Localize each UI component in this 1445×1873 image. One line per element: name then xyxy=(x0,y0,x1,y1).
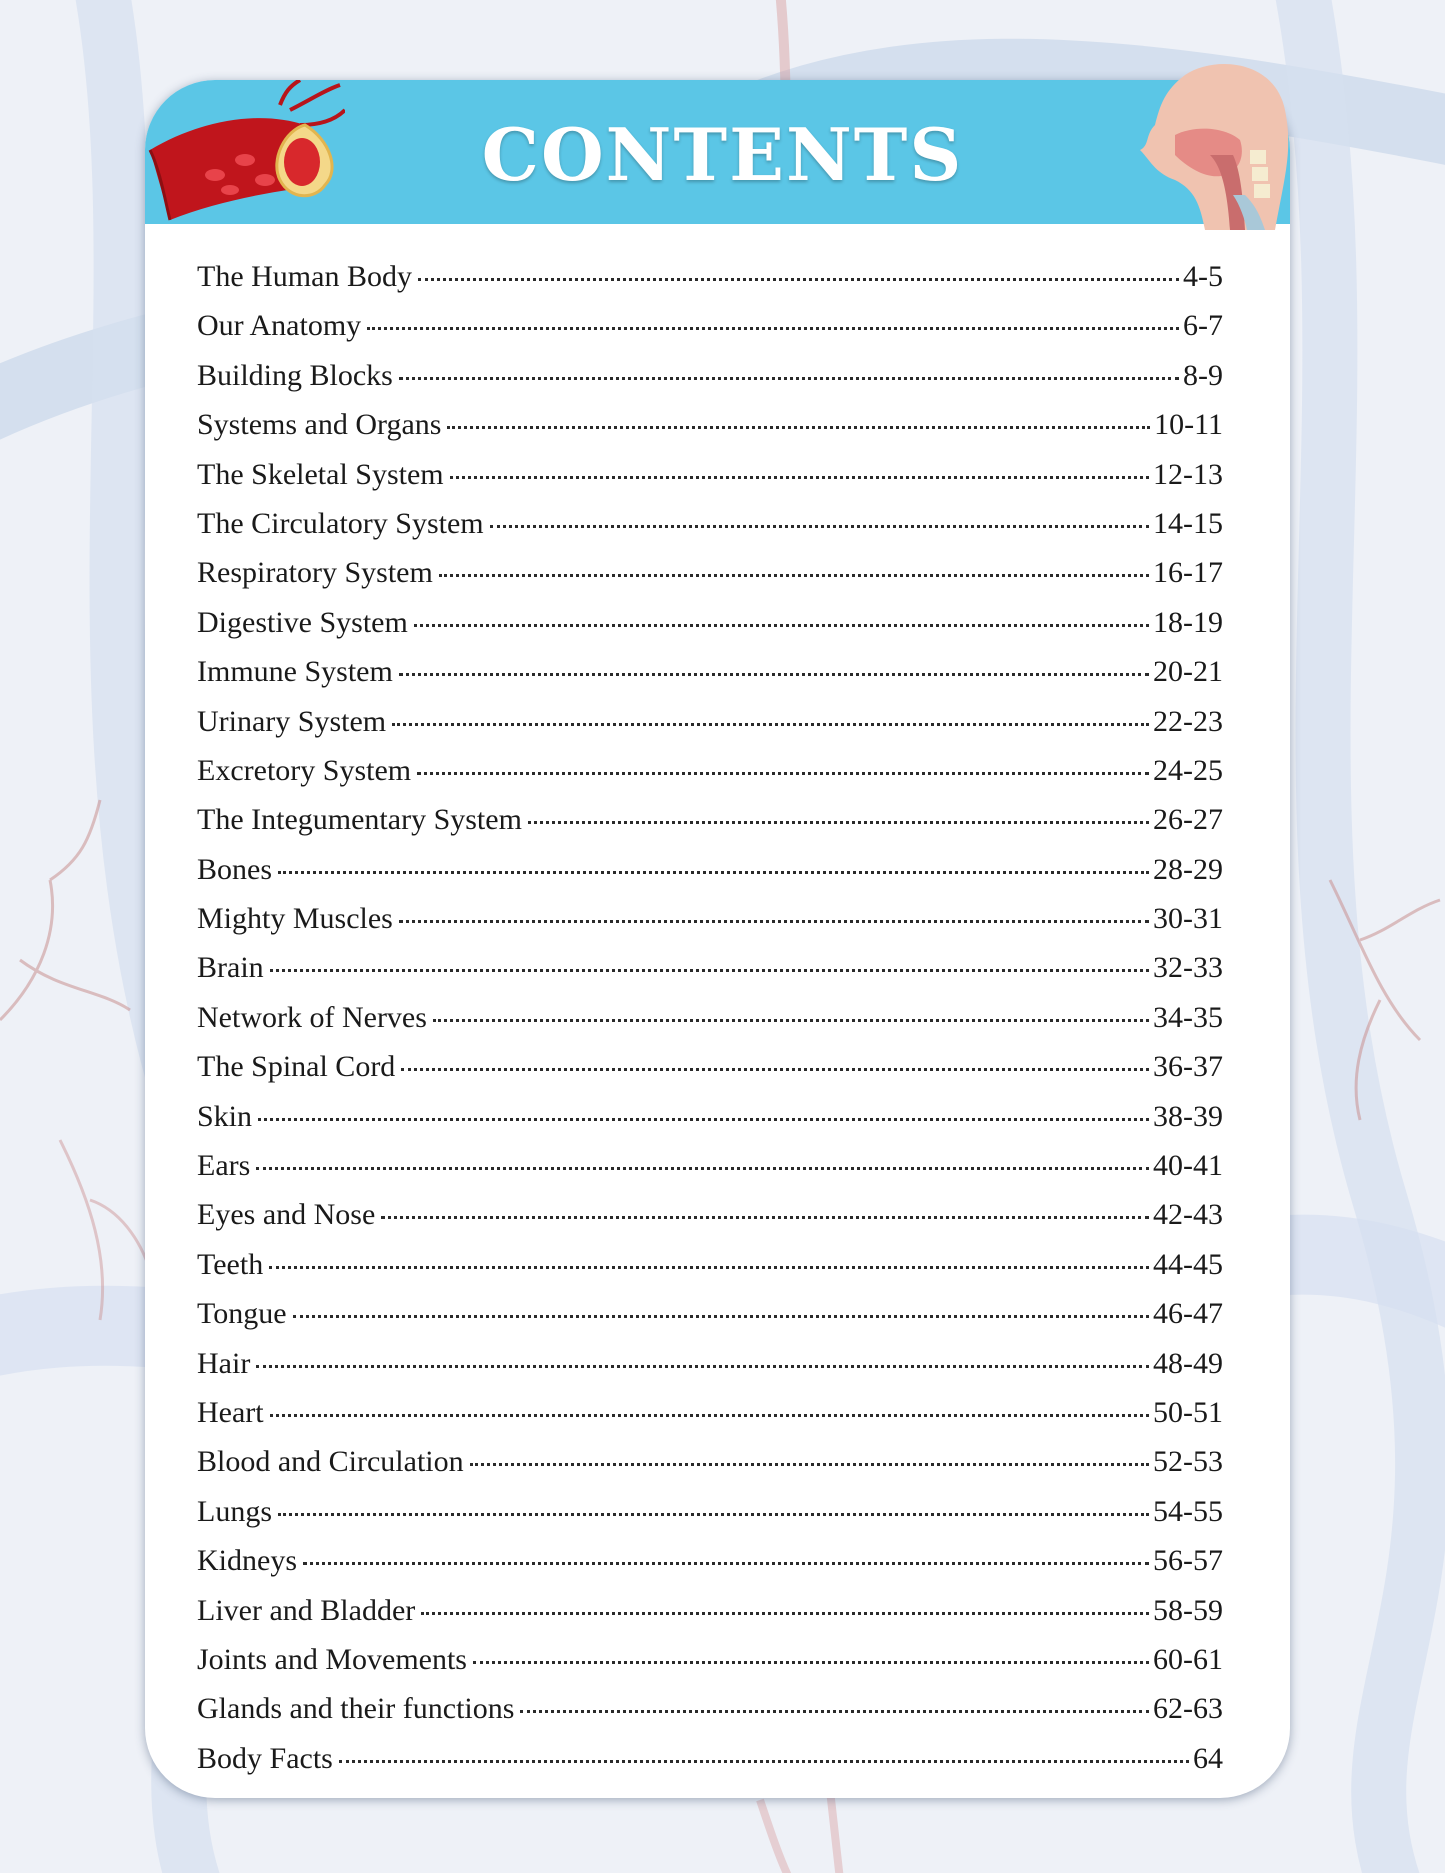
toc-entry-pages: 36-37 xyxy=(1153,1050,1223,1084)
toc-entry-title: Respiratory System xyxy=(197,556,433,590)
toc-entry-title: Hair xyxy=(197,1346,251,1380)
dot-leader xyxy=(381,1216,1149,1219)
dot-leader xyxy=(392,723,1149,726)
head-anatomy-illustration xyxy=(1115,55,1295,230)
dot-leader xyxy=(293,1315,1149,1318)
toc-entry-title: Blood and Circulation xyxy=(197,1445,464,1479)
toc-entry-title: Skin xyxy=(197,1099,253,1133)
toc-entry-title: Liver and Bladder xyxy=(197,1593,416,1627)
toc-entry-pages: 6-7 xyxy=(1183,309,1223,343)
dot-leader xyxy=(270,969,1149,972)
toc-entry-pages: 28-29 xyxy=(1153,852,1223,886)
toc-entry-title: Excretory System xyxy=(197,753,412,787)
contents-title: CONTENTS xyxy=(481,112,964,197)
toc-entry-title: The Circulatory System xyxy=(197,506,484,540)
dot-leader xyxy=(414,624,1149,627)
dot-leader xyxy=(303,1562,1149,1565)
dot-leader xyxy=(490,525,1149,528)
toc-entry[interactable] xyxy=(197,1388,1223,1437)
toc-entry-pages: 16-17 xyxy=(1153,556,1223,590)
toc-entry-title: Tongue xyxy=(197,1297,287,1331)
toc-entry-pages: 12-13 xyxy=(1153,457,1223,491)
dot-leader xyxy=(418,278,1179,281)
toc-entry-pages: 48-49 xyxy=(1153,1346,1223,1380)
toc-entry-pages: 38-39 xyxy=(1153,1099,1223,1133)
toc-entry[interactable] xyxy=(197,1339,1223,1388)
toc-entry-pages: 8-9 xyxy=(1183,358,1223,392)
toc-entry-title: Heart xyxy=(197,1395,264,1429)
toc-entry-pages: 58-59 xyxy=(1153,1593,1223,1627)
toc-entry-pages: 24-25 xyxy=(1153,753,1223,787)
dot-leader xyxy=(278,871,1149,874)
toc-entry-pages: 30-31 xyxy=(1153,902,1223,936)
table-of-contents xyxy=(197,252,1223,1783)
toc-entry[interactable] xyxy=(197,1240,1223,1289)
blood-vessel-illustration xyxy=(140,80,345,245)
toc-entry[interactable] xyxy=(197,1437,1223,1486)
toc-entry[interactable] xyxy=(197,894,1223,943)
dot-leader xyxy=(447,426,1150,429)
toc-entry-title: Teeth xyxy=(197,1247,264,1281)
toc-entry[interactable] xyxy=(197,1586,1223,1635)
toc-entry-title: The Skeletal System xyxy=(197,457,444,491)
dot-leader xyxy=(269,1266,1149,1269)
toc-entry[interactable] xyxy=(197,450,1223,499)
toc-entry[interactable] xyxy=(197,400,1223,449)
toc-entry-title: Eyes and Nose xyxy=(197,1198,376,1232)
toc-entry-pages: 34-35 xyxy=(1153,1000,1223,1034)
toc-entry-pages: 22-23 xyxy=(1153,704,1223,738)
dot-leader xyxy=(399,673,1149,676)
toc-entry-pages: 42-43 xyxy=(1153,1198,1223,1232)
dot-leader xyxy=(339,1760,1189,1763)
toc-entry-pages: 60-61 xyxy=(1153,1642,1223,1676)
toc-entry[interactable] xyxy=(197,1734,1223,1783)
toc-entry[interactable] xyxy=(197,548,1223,597)
toc-entry-pages: 14-15 xyxy=(1153,506,1223,540)
dot-leader xyxy=(401,1068,1149,1071)
dot-leader xyxy=(270,1414,1149,1417)
toc-entry-pages: 20-21 xyxy=(1153,655,1223,689)
toc-entry-title: Joints and Movements xyxy=(197,1642,467,1676)
toc-entry[interactable] xyxy=(197,598,1223,647)
dot-leader xyxy=(520,1710,1149,1713)
dot-leader xyxy=(439,574,1149,577)
toc-entry-title: The Integumentary System xyxy=(197,803,522,837)
toc-entry[interactable] xyxy=(197,1536,1223,1585)
toc-entry-title: Mighty Muscles xyxy=(197,902,393,936)
dot-leader xyxy=(421,1612,1149,1615)
toc-entry[interactable] xyxy=(197,1635,1223,1684)
toc-entry-pages: 32-33 xyxy=(1153,951,1223,985)
toc-entry-title: Glands and their functions xyxy=(197,1692,515,1726)
dot-leader xyxy=(399,920,1149,923)
toc-entry-pages: 54-55 xyxy=(1153,1494,1223,1528)
dot-leader xyxy=(470,1463,1149,1466)
dot-leader xyxy=(528,821,1149,824)
dot-leader xyxy=(256,1167,1149,1170)
toc-entry-title: Building Blocks xyxy=(197,358,393,392)
toc-entry-pages: 4-5 xyxy=(1183,260,1223,293)
toc-entry-title: The Human Body xyxy=(197,260,412,293)
dot-leader xyxy=(473,1661,1149,1664)
toc-entry-title: Lungs xyxy=(197,1494,272,1528)
toc-entry-pages: 50-51 xyxy=(1153,1395,1223,1429)
dot-leader xyxy=(433,1019,1149,1022)
toc-entry-pages: 18-19 xyxy=(1153,605,1223,639)
toc-entry[interactable] xyxy=(197,943,1223,992)
dot-leader xyxy=(450,476,1149,479)
toc-entry-title: Bones xyxy=(197,852,272,886)
dot-leader xyxy=(258,1118,1149,1121)
toc-entry[interactable] xyxy=(197,1042,1223,1091)
toc-entry-title: Systems and Organs xyxy=(197,408,442,442)
toc-entry-pages: 10-11 xyxy=(1154,408,1223,442)
dot-leader xyxy=(399,377,1179,380)
toc-entry[interactable] xyxy=(197,746,1223,795)
toc-entry-title: Network of Nerves xyxy=(197,1000,427,1034)
dot-leader xyxy=(278,1513,1149,1516)
toc-entry-pages: 26-27 xyxy=(1153,803,1223,837)
toc-entry-title: Ears xyxy=(197,1149,251,1183)
toc-entry-title: Body Facts xyxy=(197,1741,333,1775)
toc-entry-pages: 64 xyxy=(1193,1741,1223,1775)
toc-entry-title: Urinary System xyxy=(197,704,387,738)
toc-entry[interactable] xyxy=(197,845,1223,894)
dot-leader xyxy=(256,1365,1149,1368)
toc-entry-pages: 40-41 xyxy=(1153,1149,1223,1183)
toc-entry-title: Immune System xyxy=(197,655,393,689)
toc-entry[interactable] xyxy=(197,301,1223,350)
toc-entry-title: The Spinal Cord xyxy=(197,1050,396,1084)
toc-entry[interactable] xyxy=(197,252,1223,301)
toc-entry[interactable] xyxy=(197,697,1223,746)
toc-entry-title: Brain xyxy=(197,951,264,985)
toc-entry[interactable] xyxy=(197,1684,1223,1733)
toc-entry-title: Digestive System xyxy=(197,605,408,639)
toc-entry-title: Our Anatomy xyxy=(197,309,362,343)
dot-leader xyxy=(367,327,1179,330)
toc-entry-pages: 52-53 xyxy=(1153,1445,1223,1479)
toc-entry[interactable] xyxy=(197,1141,1223,1190)
dot-leader xyxy=(417,772,1149,775)
toc-entry-pages: 44-45 xyxy=(1153,1247,1223,1281)
toc-entry-pages: 46-47 xyxy=(1153,1297,1223,1331)
toc-entry[interactable] xyxy=(197,1289,1223,1338)
toc-entry[interactable] xyxy=(197,795,1223,844)
toc-entry-pages: 56-57 xyxy=(1153,1544,1223,1578)
toc-entry[interactable] xyxy=(197,1092,1223,1141)
toc-entry[interactable] xyxy=(197,993,1223,1042)
toc-entry[interactable] xyxy=(197,499,1223,548)
toc-entry-pages: 62-63 xyxy=(1153,1692,1223,1726)
toc-entry[interactable] xyxy=(197,647,1223,696)
toc-entry-title: Kidneys xyxy=(197,1544,297,1578)
toc-entry[interactable] xyxy=(197,1487,1223,1536)
toc-entry[interactable] xyxy=(197,351,1223,400)
toc-entry[interactable] xyxy=(197,1190,1223,1239)
